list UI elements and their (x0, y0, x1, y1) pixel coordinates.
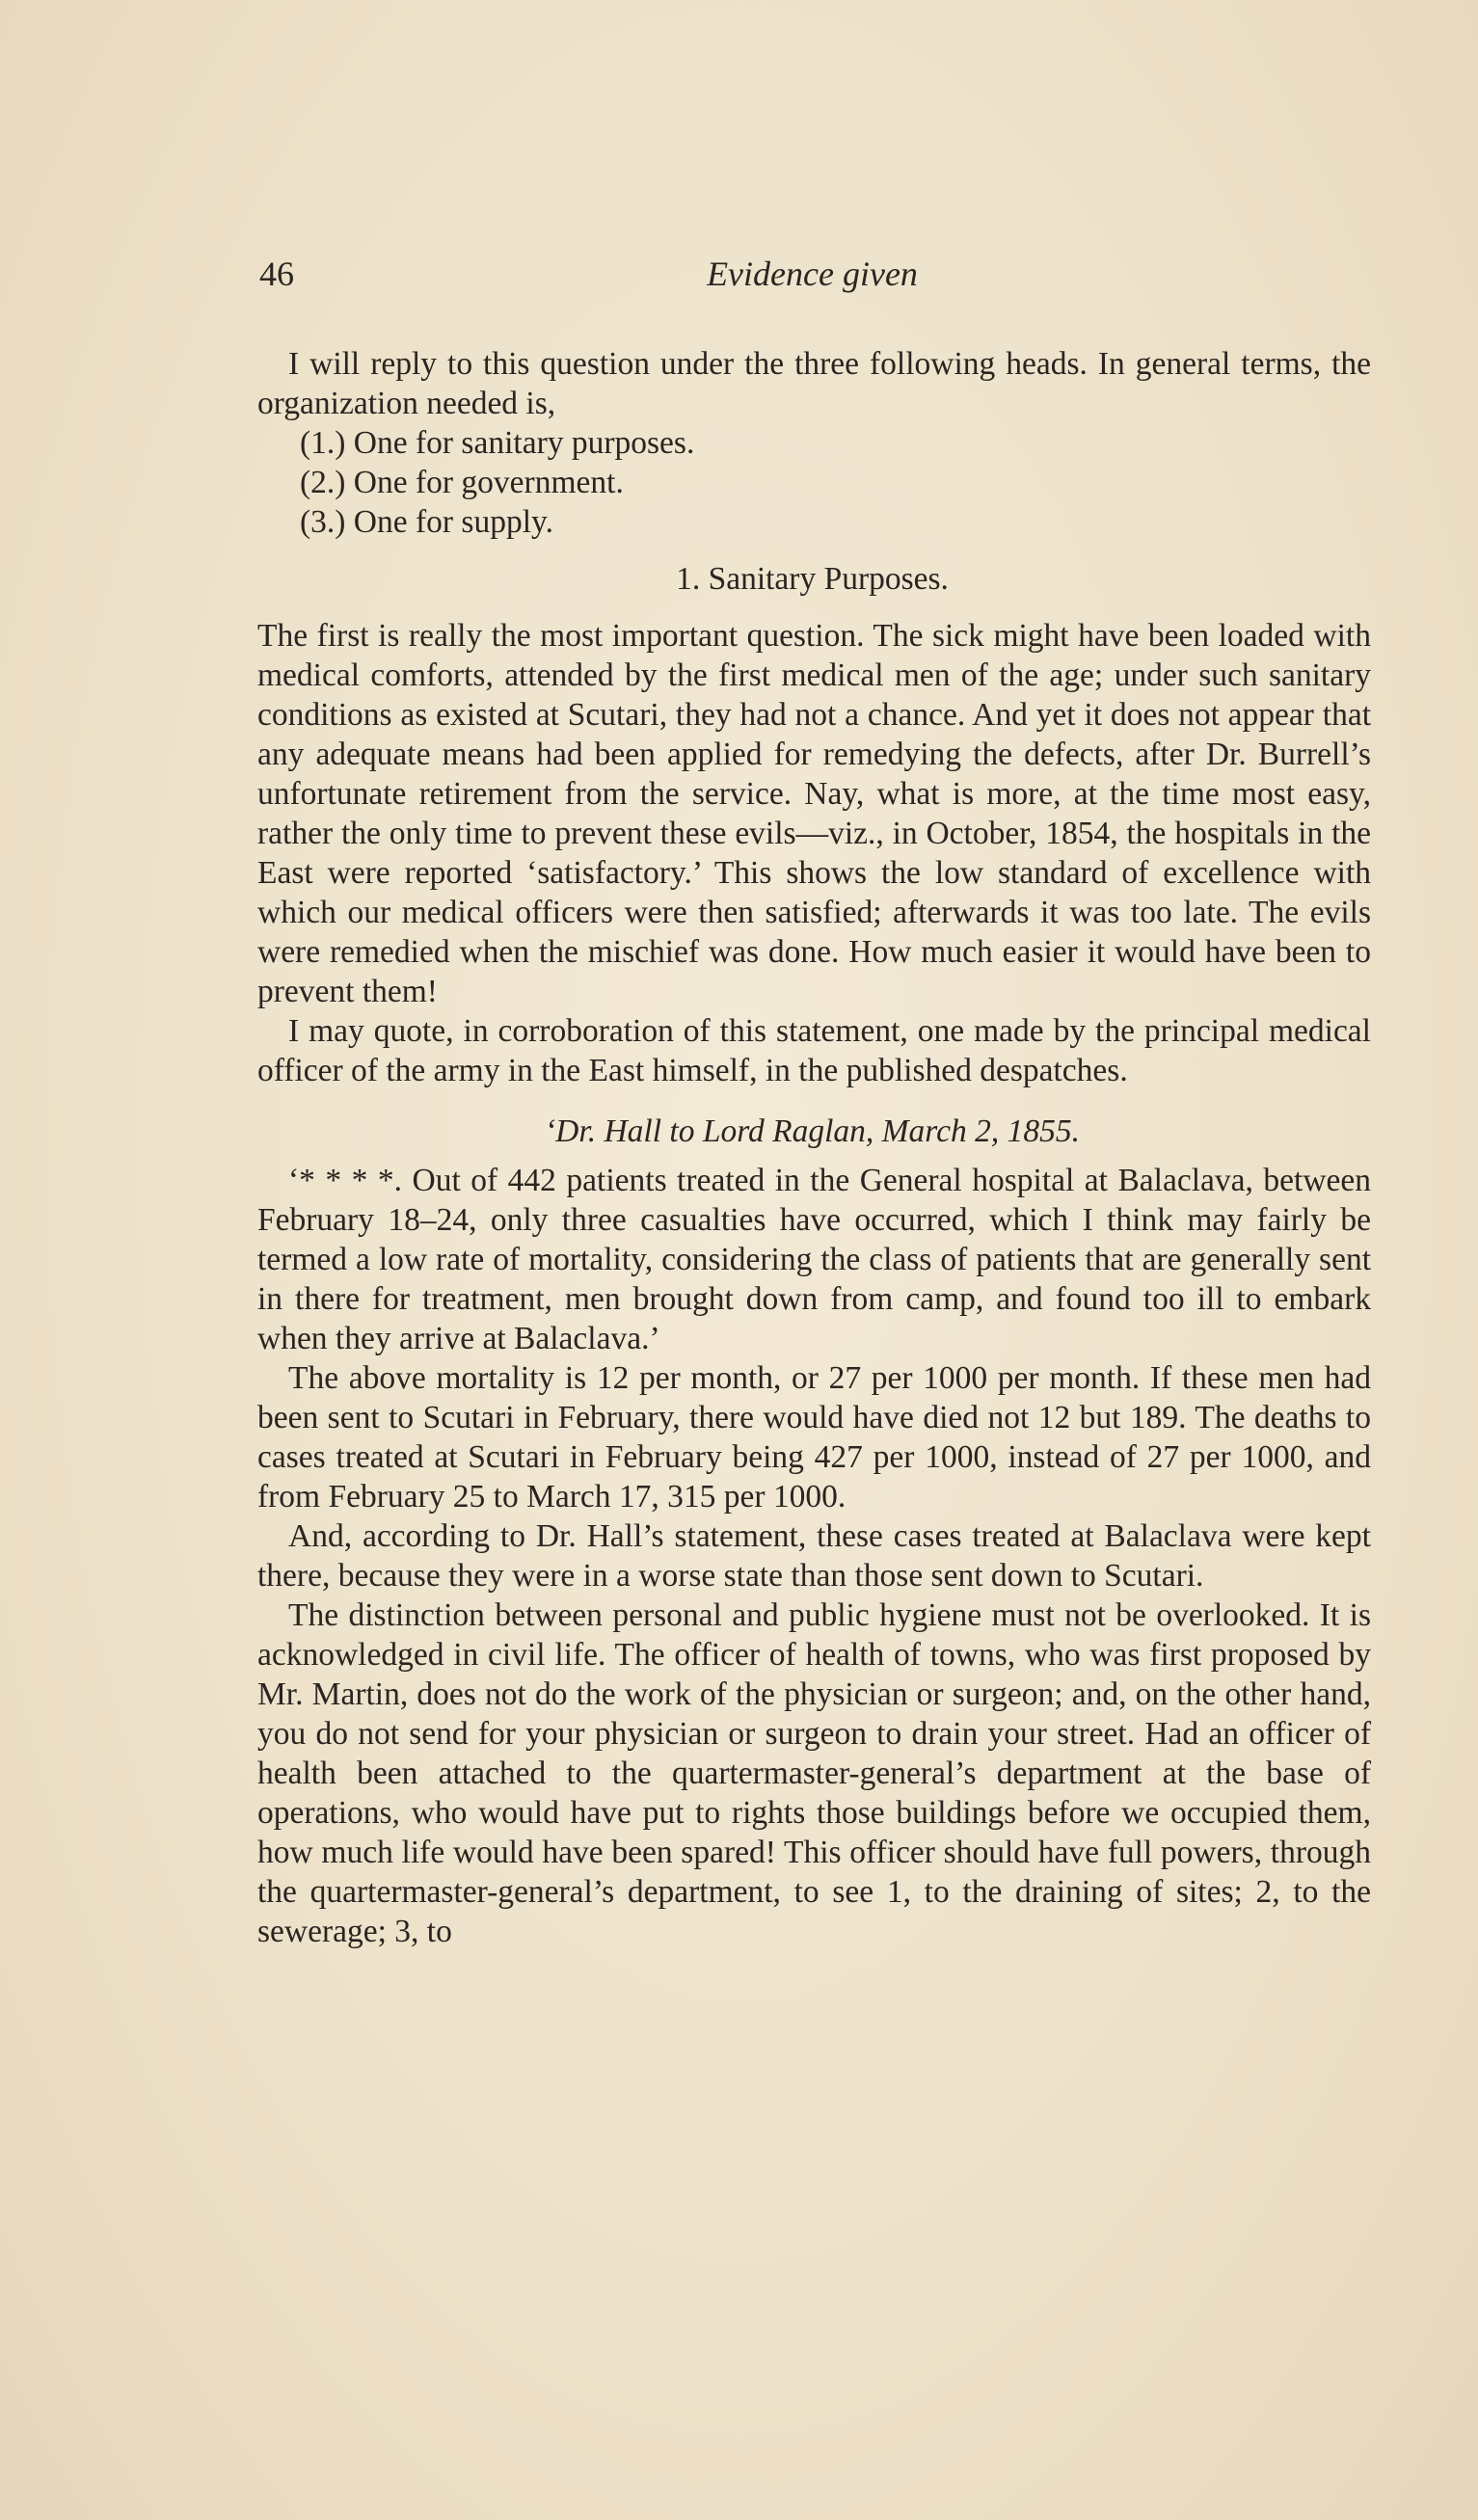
quote-heading: ‘Dr. Hall to Lord Raglan, March 2, 1855. (545, 1113, 1080, 1149)
organization-list (236, 423, 1388, 542)
section-heading: 1. Sanitary Purposes. (676, 561, 949, 597)
body-paragraph: The first is really the most important question. The sick might have been loaded with medical comforts, attended by the first medical men of the age; under such sanitary conditions as existed at Scutari, they had not a chance. And yet it does not appear that any adequate means had been applied for remedying the defects, after Dr. Burrell’s unfortunate retirement from the service. Nay, what is more, at the time most easy, rather the only time to prevent these evils—viz., in October, 1854, the hospitals in the East were reported ‘satisfactory.’ This shows the low standard of excellence with which our medical officers were then satisfied; afterwards it was too late. The evils were remedied when the mischief was done. How much easier it would have been to prevent them! (257, 618, 1371, 1009)
list-item: (1.) One for sanitary purposes. (300, 425, 695, 461)
body-paragraph: The above mortality is 12 per month, or 27 per 1000 per month. If these men had been sent to Scutari in February, there would have died not 12 but 189. The deaths to cases treated at Scutari in February being 427 per 1000, instead of 27 per 1000, and from February 25 to March 17, 315 per 1000. (257, 1360, 1371, 1515)
page-number: 46 (259, 255, 294, 293)
body-paragraph: The distinction between personal and public hygiene must not be overlooked. It is acknowledged in civil life. The officer of health of towns, who was first proposed by Mr. Martin, does not do the work of the physician or surgeon; and, on the other hand, you do not send for your physician or surgeon to drain your street. Had an officer of health been attached to the quartermaster-general’s department at the base of operations, who would have put to rights those buildings before we occupied them, how much life would have been spared! This officer should have full powers, through the quartermaster-general’s department, to see 1, to the draining of sites; 2, to the sewerage; 3, to (257, 1597, 1371, 1949)
list-item: (2.) One for government. (300, 465, 624, 500)
list-item: (3.) One for supply. (300, 504, 553, 540)
page-header (236, 246, 1388, 304)
running-title: Evidence given (707, 255, 918, 293)
body-paragraph: I may quote, in corroboration of this statement, one made by the principal medical officer of the army in the East himself, in the published despatches. (257, 1013, 1371, 1088)
quote-body: ‘* * * *. Out of 442 patients treated in the General hospital at Balaclava, between February 18–24, only three casualties have occurred, which I think may fairly be termed a low rate of mortality, considering the class of patients that are generally sent in there for treatment, men brought down from camp, and found too ill to embark when they arrive at Balaclava.’ (257, 1163, 1371, 1356)
document-page (236, 246, 1388, 2251)
body-paragraph: And, according to Dr. Hall’s statement, these cases treated at Balaclava were kept there, because they were in a worse state than those sent down to Scutari. (257, 1518, 1371, 1594)
intro-paragraph: I will reply to this question under the three following heads. In general terms, the organization needed is, (257, 346, 1371, 421)
